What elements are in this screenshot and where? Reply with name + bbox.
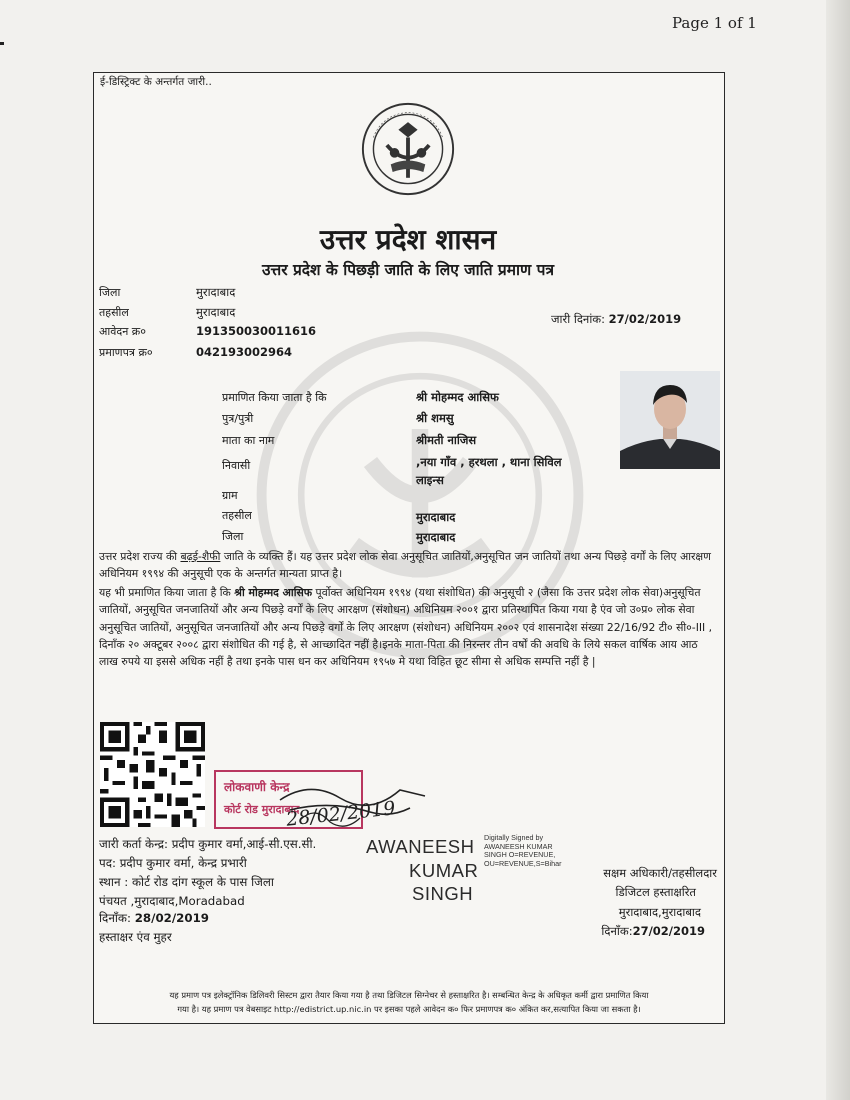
issue-date-value: 27/02/2019 bbox=[608, 312, 682, 326]
page-number: Page 1 of 1 bbox=[672, 14, 757, 32]
paragraph-declaration: यह भी प्रमाणित किया जाता है कि श्री मोहम्मद आसिफ पूर्वोक्त अधिनियम १९९४ (यथा संशोधित) की अनुसूची २ (जैसा कि उत्तर प्रदेश लोक सेवा)अनुसूचित जातियों, अनुसूचित जनजातियों और अन्य पिछड़े वर्गों के लिए आरक्षण (संशोधन) अधिनियम २००१ द्वारा प्रतिस्थापित किया गया है एंव जो उ०प्र० लोक सेवा अनुसूचित जातियों, अनुसूचित जनजातियों और अन्य पिछड़े वर्गों के लिए आरक्षण (संशोधन) अधिनियम २००२ एवं शासनादेश संख्या 22/16/92 टी० सी०-III , दिनाँक २० अक्टूबर २००८ द्वारा संशोधित की गई है, से आच्छादित नहीं है।इनके माता-पिता की निरन्तर तीन वर्षों की अवधि के लिये सकल वार्षिक आय आठ लाख रुपये या इससे अधिक नहीं है तथा इनके पास धन कर अधिनियम १९५७ मे यथा विहित छूट सीमा से अधिक सम्पत्ति नहीं है | bbox=[99, 586, 713, 669]
document-title: उत्तर प्रदेश शासन bbox=[319, 223, 497, 256]
parent-label: पुत्र/पुत्री bbox=[222, 412, 254, 425]
certified-label: प्रमाणित किया जाता है कि bbox=[222, 391, 327, 404]
village-label: ग्राम bbox=[222, 489, 238, 502]
resident-label: निवासी bbox=[222, 459, 251, 472]
fold-shadow bbox=[826, 0, 850, 1100]
handwritten-date: 28/02/2019 bbox=[285, 797, 397, 831]
paragraph-caste: उत्तर प्रदेश राज्य की बढ़ई-शैफी जाति के व्यक्ति हैं। यह उत्तर प्रदेश लोक सेवा अनुसूचित जातियों,अनुसूचित जन जातियों तथा अन्य पिछड़े वर्गों के लिए आरक्षण अधिनियम १९९४ की अनुसूची एक के अन्तर्गत मान्यता प्राप्त है। bbox=[99, 550, 711, 581]
mother-name: श्रीमती नाजिस bbox=[416, 433, 477, 447]
footer-line-1: यह प्रमाण पत्र इलेक्ट्रॉनिक डिलिवरी सिस्टम द्वारा तैयार किया गया है तथा डिजिटल सिग्नेचर से हस्ताक्षरित है। सम्बन्धित केन्द्र के अधिकृत कर्मी द्वारा प्रमाणित किया bbox=[169, 990, 649, 1000]
footer-line-2: गया है। यह प्रमाण पत्र वेबसाइट http://edistrict.up.nic.in पर इसका पहले आवेदन क० फिर प्रमाणपत्र क० अंकित कर,सत्यापित किया जा सकता है। bbox=[177, 1004, 641, 1014]
stamp-line-2: कोर्ट रोड मुरादाबाद bbox=[224, 803, 300, 816]
district-label: जिला bbox=[99, 286, 121, 299]
certificate-number: 042193002964 bbox=[196, 345, 293, 359]
resident-address: ,नया गाँव , हरथला , थाना सिविल bbox=[416, 455, 562, 469]
resident-address-2: लाइन्स bbox=[416, 473, 444, 487]
mother-label: माता का नाम bbox=[222, 434, 275, 447]
application-label: आवेदन क्र० bbox=[99, 325, 146, 338]
scan-mark bbox=[0, 42, 4, 45]
issue-date-label: जारी दिनांक: bbox=[551, 312, 606, 326]
issuer-sign-label: हस्ताक्षर एंव मुहर bbox=[99, 930, 172, 944]
issuer-place: स्थान : कोर्ट रोड दांग स्कूल के पास जिला bbox=[99, 875, 274, 889]
parent-name: श्री शमसु bbox=[416, 411, 454, 425]
detail-district-value: मुरादाबाद bbox=[416, 530, 456, 544]
issue-date bbox=[551, 312, 681, 327]
authority-place: मुरादाबाद,मुरादाबाद bbox=[618, 905, 701, 919]
authority-digital-sign: डिजिटल हस्ताक्षरित bbox=[615, 885, 696, 899]
applicant-name: श्री मोहम्मद आसिफ bbox=[416, 390, 499, 404]
applicant-photo bbox=[620, 371, 720, 469]
top-note: ई-डिस्ट्रिक्ट के अन्तर्गत जारी.. bbox=[100, 76, 212, 88]
signer-name-1: AWANEESH bbox=[366, 836, 475, 857]
signer-name-3: SINGH bbox=[412, 883, 474, 904]
tehsil-value: मुरादाबाद bbox=[196, 305, 236, 319]
district-value: मुरादाबाद bbox=[196, 285, 236, 299]
certificate-label: प्रमाणपत्र क्र० bbox=[99, 346, 153, 359]
detail-tehsil-label: तहसील bbox=[222, 509, 252, 522]
authority-title: सक्षम अधिकारी/तहसीलदार bbox=[603, 866, 717, 880]
application-number: 191350030011616 bbox=[196, 324, 317, 338]
declaration-name: श्री मोहम्मद आसिफ bbox=[234, 586, 313, 599]
tehsil-label: तहसील bbox=[99, 306, 129, 319]
digital-signature-detail: Digitally Signed by AWANEESH KUMAR SINGH O=REVENUE, OU=REVENUE,S=Bihar bbox=[484, 833, 562, 868]
signer-name-2: KUMAR bbox=[409, 860, 479, 881]
qr-code bbox=[100, 722, 205, 827]
issuer-place-2: पंचयत ,मुरादाबाद,Moradabad bbox=[99, 894, 245, 908]
stamp-line-1: लोकवाणी केन्द्र bbox=[224, 780, 290, 794]
authority-date: दिनाँक:27/02/2019 bbox=[601, 924, 705, 938]
caste-name: बढ़ई-शैफी bbox=[180, 550, 221, 563]
document-subtitle: उत्तर प्रदेश के पिछड़ी जाति के लिए जाति प्रमाण पत्र bbox=[262, 261, 554, 279]
detail-tehsil-value: मुरादाबाद bbox=[416, 510, 456, 524]
up-emblem-icon bbox=[360, 99, 456, 199]
issuer-post: पद: प्रदीप कुमार वर्मा, केन्द्र प्रभारी bbox=[99, 856, 247, 870]
detail-district-label: जिला bbox=[222, 530, 244, 543]
footer-note bbox=[99, 988, 719, 1016]
issuer-date: दिनाँक: 28/02/2019 bbox=[99, 911, 210, 925]
issuer-center: जारी कर्ता केन्द्र: प्रदीप कुमार वर्मा,आई-सी.एस.सी. bbox=[99, 837, 317, 851]
